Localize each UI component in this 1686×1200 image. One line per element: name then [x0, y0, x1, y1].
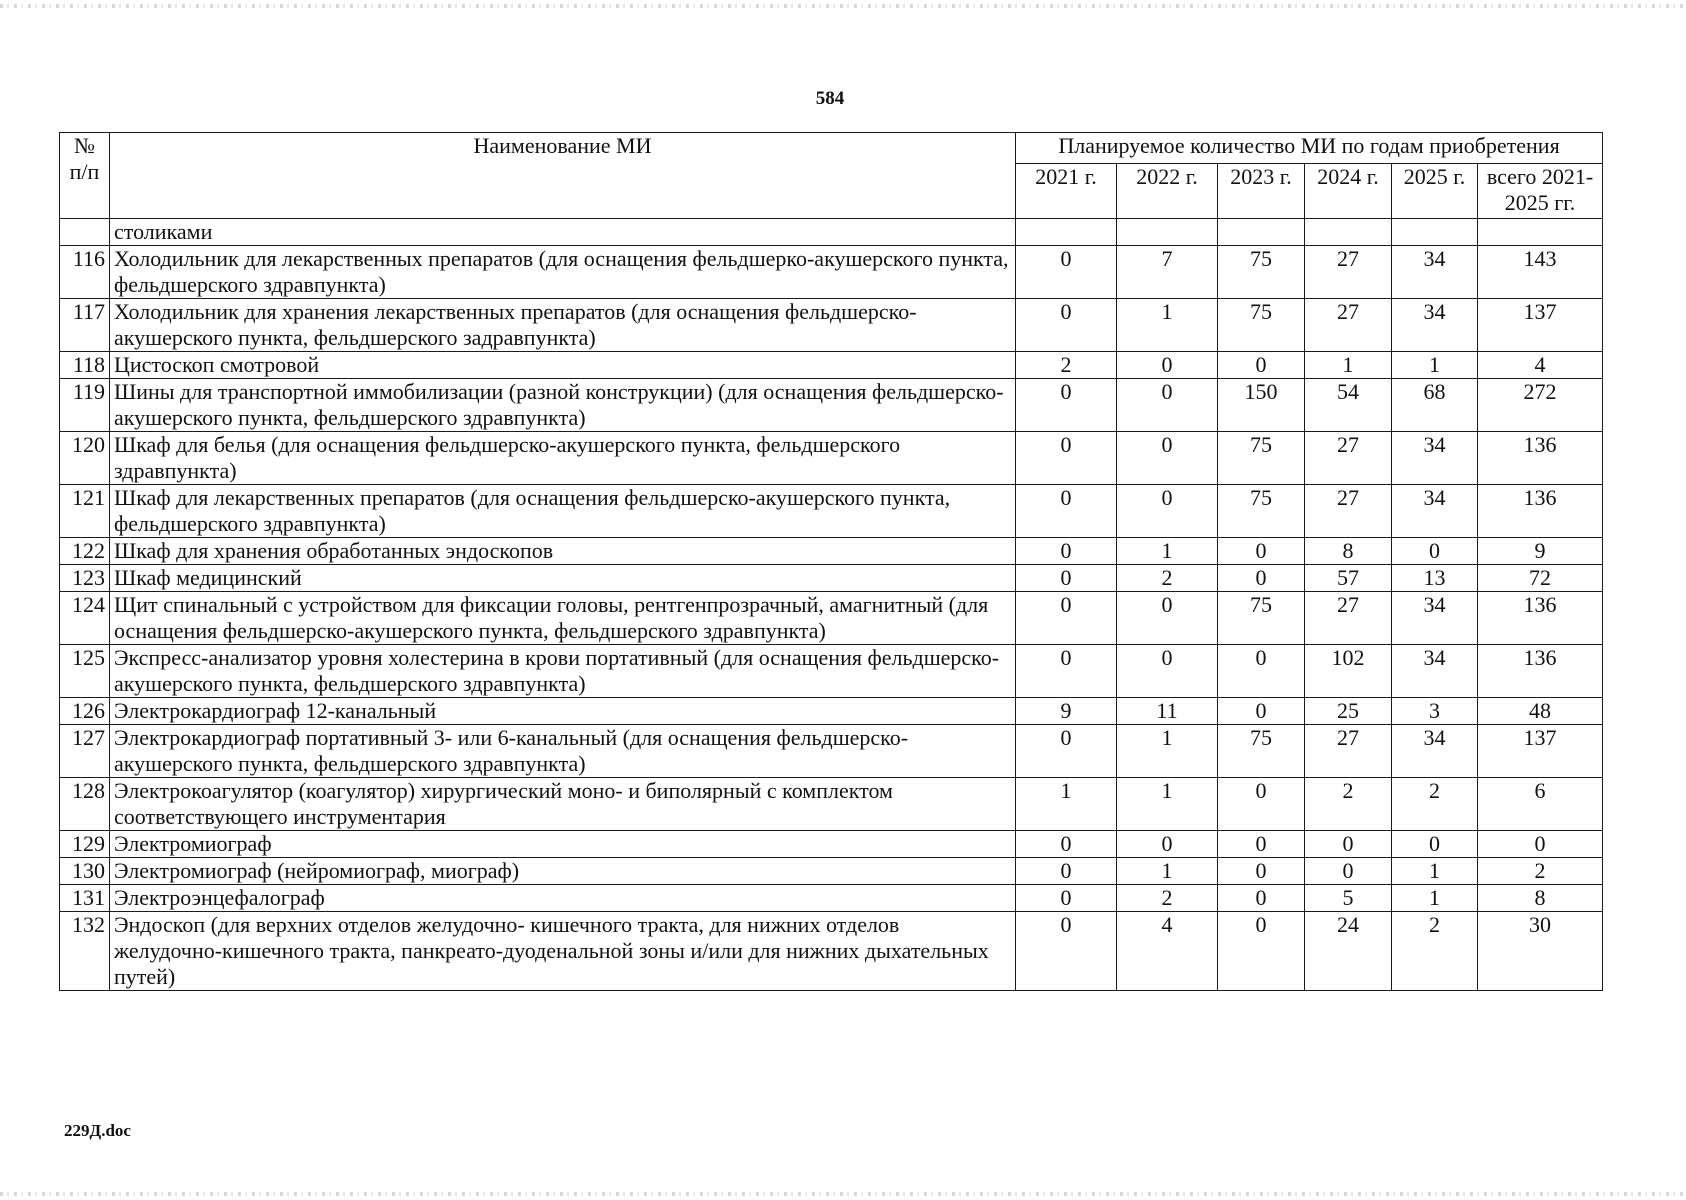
header-year-2024: 2024 г. [1305, 164, 1392, 219]
row-name: Электромиограф [110, 831, 1016, 858]
row-number: 124 [60, 592, 110, 645]
value-2024: 8 [1305, 538, 1392, 565]
value-2022: 1 [1117, 778, 1218, 831]
value-2023: 0 [1218, 885, 1305, 912]
value-total: 0 [1478, 831, 1603, 858]
value-total: 30 [1478, 912, 1603, 991]
value-total: 272 [1478, 379, 1603, 432]
value-2022: 0 [1117, 485, 1218, 538]
header-num: № п/п [60, 133, 110, 219]
value-2024: 27 [1305, 485, 1392, 538]
value-2022: 11 [1117, 698, 1218, 725]
value-2024: 24 [1305, 912, 1392, 991]
row-number: 120 [60, 432, 110, 485]
row-name: Шкаф медицинский [110, 565, 1016, 592]
row-number: 123 [60, 565, 110, 592]
continuation-cell [1117, 219, 1218, 246]
page-number: 584 [815, 88, 845, 109]
value-2024: 27 [1305, 246, 1392, 299]
value-2021: 0 [1016, 885, 1117, 912]
value-2025: 13 [1392, 565, 1478, 592]
value-2021: 0 [1016, 912, 1117, 991]
row-number: 130 [60, 858, 110, 885]
value-2023: 0 [1218, 538, 1305, 565]
row-name: Экспресс-анализатор уровня холестерина в крови портативный (для оснащения фельдшерско-акушерского пункта, фельдшерского здравпункта) [110, 645, 1016, 698]
table-row [60, 725, 1603, 778]
table-row [60, 645, 1603, 698]
value-2024: 5 [1305, 885, 1392, 912]
table-row [60, 246, 1603, 299]
value-2025: 68 [1392, 379, 1478, 432]
value-2022: 0 [1117, 432, 1218, 485]
value-total: 9 [1478, 538, 1603, 565]
value-2025: 34 [1392, 485, 1478, 538]
value-2024: 54 [1305, 379, 1392, 432]
table-row [60, 379, 1603, 432]
value-2023: 0 [1218, 912, 1305, 991]
value-2022: 1 [1117, 725, 1218, 778]
table-row [60, 698, 1603, 725]
value-2025: 0 [1392, 538, 1478, 565]
value-2021: 0 [1016, 831, 1117, 858]
value-2022: 0 [1117, 645, 1218, 698]
value-2025: 3 [1392, 698, 1478, 725]
continuation-row [60, 219, 1603, 246]
value-total: 137 [1478, 725, 1603, 778]
value-2023: 75 [1218, 725, 1305, 778]
value-2024: 27 [1305, 592, 1392, 645]
table-row [60, 858, 1603, 885]
row-name: Шкаф для хранения обработанных эндоскопов [110, 538, 1016, 565]
header-row-1 [60, 133, 1603, 164]
table-row [60, 485, 1603, 538]
value-2023: 150 [1218, 379, 1305, 432]
table-row [60, 352, 1603, 379]
value-2022: 7 [1117, 246, 1218, 299]
value-2023: 0 [1218, 698, 1305, 725]
row-name: Электромиограф (нейромиограф, миограф) [110, 858, 1016, 885]
row-number: 122 [60, 538, 110, 565]
equipment-table [59, 132, 1603, 991]
row-name: Электрокардиограф портативный 3- или 6-канальный (для оснащения фельдшерско-акушерского пункта, фельдшерского здравпункта) [110, 725, 1016, 778]
value-2021: 2 [1016, 352, 1117, 379]
scan-edge-bottom [0, 1192, 1686, 1196]
value-2021: 9 [1016, 698, 1117, 725]
value-2023: 75 [1218, 432, 1305, 485]
row-number: 119 [60, 379, 110, 432]
value-2023: 75 [1218, 299, 1305, 352]
row-number: 128 [60, 778, 110, 831]
table-row [60, 565, 1603, 592]
row-name: Холодильник для лекарственных препаратов (для оснащения фельдшерко-акушерского пункта, фельдшерского здравпункта) [110, 246, 1016, 299]
value-2021: 1 [1016, 778, 1117, 831]
continuation-cell [1016, 219, 1117, 246]
row-number: 121 [60, 485, 110, 538]
value-2024: 25 [1305, 698, 1392, 725]
continuation-num [60, 219, 110, 246]
value-2021: 0 [1016, 485, 1117, 538]
row-number: 132 [60, 912, 110, 991]
value-2023: 75 [1218, 592, 1305, 645]
value-2021: 0 [1016, 565, 1117, 592]
row-name: Шины для транспортной иммобилизации (разной конструкции) (для оснащения фельдшерско-акушерского пункта, фельдшерского здравпункта) [110, 379, 1016, 432]
value-2024: 0 [1305, 858, 1392, 885]
table-row [60, 912, 1603, 991]
value-total: 143 [1478, 246, 1603, 299]
value-total: 72 [1478, 565, 1603, 592]
value-2021: 0 [1016, 645, 1117, 698]
value-2022: 4 [1117, 912, 1218, 991]
value-2025: 34 [1392, 432, 1478, 485]
value-total: 136 [1478, 485, 1603, 538]
table-row [60, 538, 1603, 565]
value-total: 8 [1478, 885, 1603, 912]
value-2022: 0 [1117, 592, 1218, 645]
row-number: 118 [60, 352, 110, 379]
value-2021: 0 [1016, 592, 1117, 645]
table-row [60, 592, 1603, 645]
value-2021: 0 [1016, 379, 1117, 432]
value-2025: 34 [1392, 299, 1478, 352]
value-2025: 2 [1392, 778, 1478, 831]
value-2021: 0 [1016, 725, 1117, 778]
value-2021: 0 [1016, 246, 1117, 299]
row-number: 127 [60, 725, 110, 778]
value-2024: 57 [1305, 565, 1392, 592]
value-2022: 1 [1117, 858, 1218, 885]
value-total: 2 [1478, 858, 1603, 885]
continuation-cell [1218, 219, 1305, 246]
value-2022: 2 [1117, 885, 1218, 912]
header-year-2023: 2023 г. [1218, 164, 1305, 219]
value-2024: 27 [1305, 725, 1392, 778]
row-name: Шкаф для лекарственных препаратов (для оснащения фельдшерско-акушерского пункта, фельдшерского здравпункта) [110, 485, 1016, 538]
header-year-2025: 2025 г. [1392, 164, 1478, 219]
scan-edge-top [0, 4, 1686, 8]
value-2023: 75 [1218, 485, 1305, 538]
value-2025: 2 [1392, 912, 1478, 991]
value-2022: 1 [1117, 538, 1218, 565]
value-total: 136 [1478, 592, 1603, 645]
row-number: 125 [60, 645, 110, 698]
value-2022: 0 [1117, 831, 1218, 858]
header-plan: Планируемое количество МИ по годам приобретения [1016, 133, 1603, 164]
value-2023: 0 [1218, 645, 1305, 698]
value-total: 6 [1478, 778, 1603, 831]
row-name: Электроэнцефалограф [110, 885, 1016, 912]
value-2021: 0 [1016, 858, 1117, 885]
value-total: 4 [1478, 352, 1603, 379]
row-name: Холодильник для хранения лекарственных препаратов (для оснащения фельдшерско-акушерского пункта, фельдшерского задравпункта) [110, 299, 1016, 352]
value-2022: 2 [1117, 565, 1218, 592]
continuation-cell [1305, 219, 1392, 246]
header-year-2021: 2021 г. [1016, 164, 1117, 219]
value-2023: 0 [1218, 778, 1305, 831]
row-name: Щит спинальный с устройством для фиксации головы, рентгенпрозрачный, амагнитный (для оснащения фельдшерско-акушерского пункта, фельдшерского здравпункта) [110, 592, 1016, 645]
value-2023: 75 [1218, 246, 1305, 299]
table-row [60, 831, 1603, 858]
value-2023: 0 [1218, 352, 1305, 379]
value-2025: 34 [1392, 725, 1478, 778]
value-total: 136 [1478, 432, 1603, 485]
continuation-name: столиками [110, 219, 1016, 246]
value-2025: 34 [1392, 592, 1478, 645]
value-2025: 1 [1392, 858, 1478, 885]
continuation-cell [1392, 219, 1478, 246]
row-number: 117 [60, 299, 110, 352]
value-total: 48 [1478, 698, 1603, 725]
value-2021: 0 [1016, 299, 1117, 352]
value-2021: 0 [1016, 432, 1117, 485]
row-name: Цистоскоп смотровой [110, 352, 1016, 379]
value-2025: 0 [1392, 831, 1478, 858]
value-2023: 0 [1218, 858, 1305, 885]
value-total: 136 [1478, 645, 1603, 698]
row-number: 126 [60, 698, 110, 725]
value-2024: 27 [1305, 299, 1392, 352]
value-2023: 0 [1218, 831, 1305, 858]
header-total: всего 2021-2025 гг. [1478, 164, 1603, 219]
row-name: Эндоскоп (для верхних отделов желудочно- кишечного тракта, для нижних отделов желудочно-кишечного тракта, панкреато-дуоденальной зоны и/или для нижних дыхательных путей) [110, 912, 1016, 991]
table-row [60, 432, 1603, 485]
row-number: 129 [60, 831, 110, 858]
value-2025: 1 [1392, 352, 1478, 379]
row-name: Шкаф для белья (для оснащения фельдшерско-акушерского пункта, фельдшерского здравпункта) [110, 432, 1016, 485]
value-2022: 0 [1117, 352, 1218, 379]
row-name: Электрокоагулятор (коагулятор) хирургический моно- и биполярный с комплектом соответствующего инструментария [110, 778, 1016, 831]
row-number: 131 [60, 885, 110, 912]
value-2021: 0 [1016, 538, 1117, 565]
table-row [60, 299, 1603, 352]
value-2022: 1 [1117, 299, 1218, 352]
continuation-cell [1478, 219, 1603, 246]
value-2024: 0 [1305, 831, 1392, 858]
value-2024: 27 [1305, 432, 1392, 485]
value-2025: 1 [1392, 885, 1478, 912]
value-total: 137 [1478, 299, 1603, 352]
table-body [60, 219, 1603, 991]
value-2023: 0 [1218, 565, 1305, 592]
value-2025: 34 [1392, 645, 1478, 698]
value-2024: 102 [1305, 645, 1392, 698]
table-row [60, 778, 1603, 831]
row-number: 116 [60, 246, 110, 299]
value-2024: 1 [1305, 352, 1392, 379]
header-name: Наименование МИ [110, 133, 1016, 219]
table-row [60, 885, 1603, 912]
row-name: Электрокардиограф 12-канальный [110, 698, 1016, 725]
footer-filename: 229Д.doc [64, 1121, 131, 1140]
header-year-2022: 2022 г. [1117, 164, 1218, 219]
value-2025: 34 [1392, 246, 1478, 299]
value-2024: 2 [1305, 778, 1392, 831]
value-2022: 0 [1117, 379, 1218, 432]
